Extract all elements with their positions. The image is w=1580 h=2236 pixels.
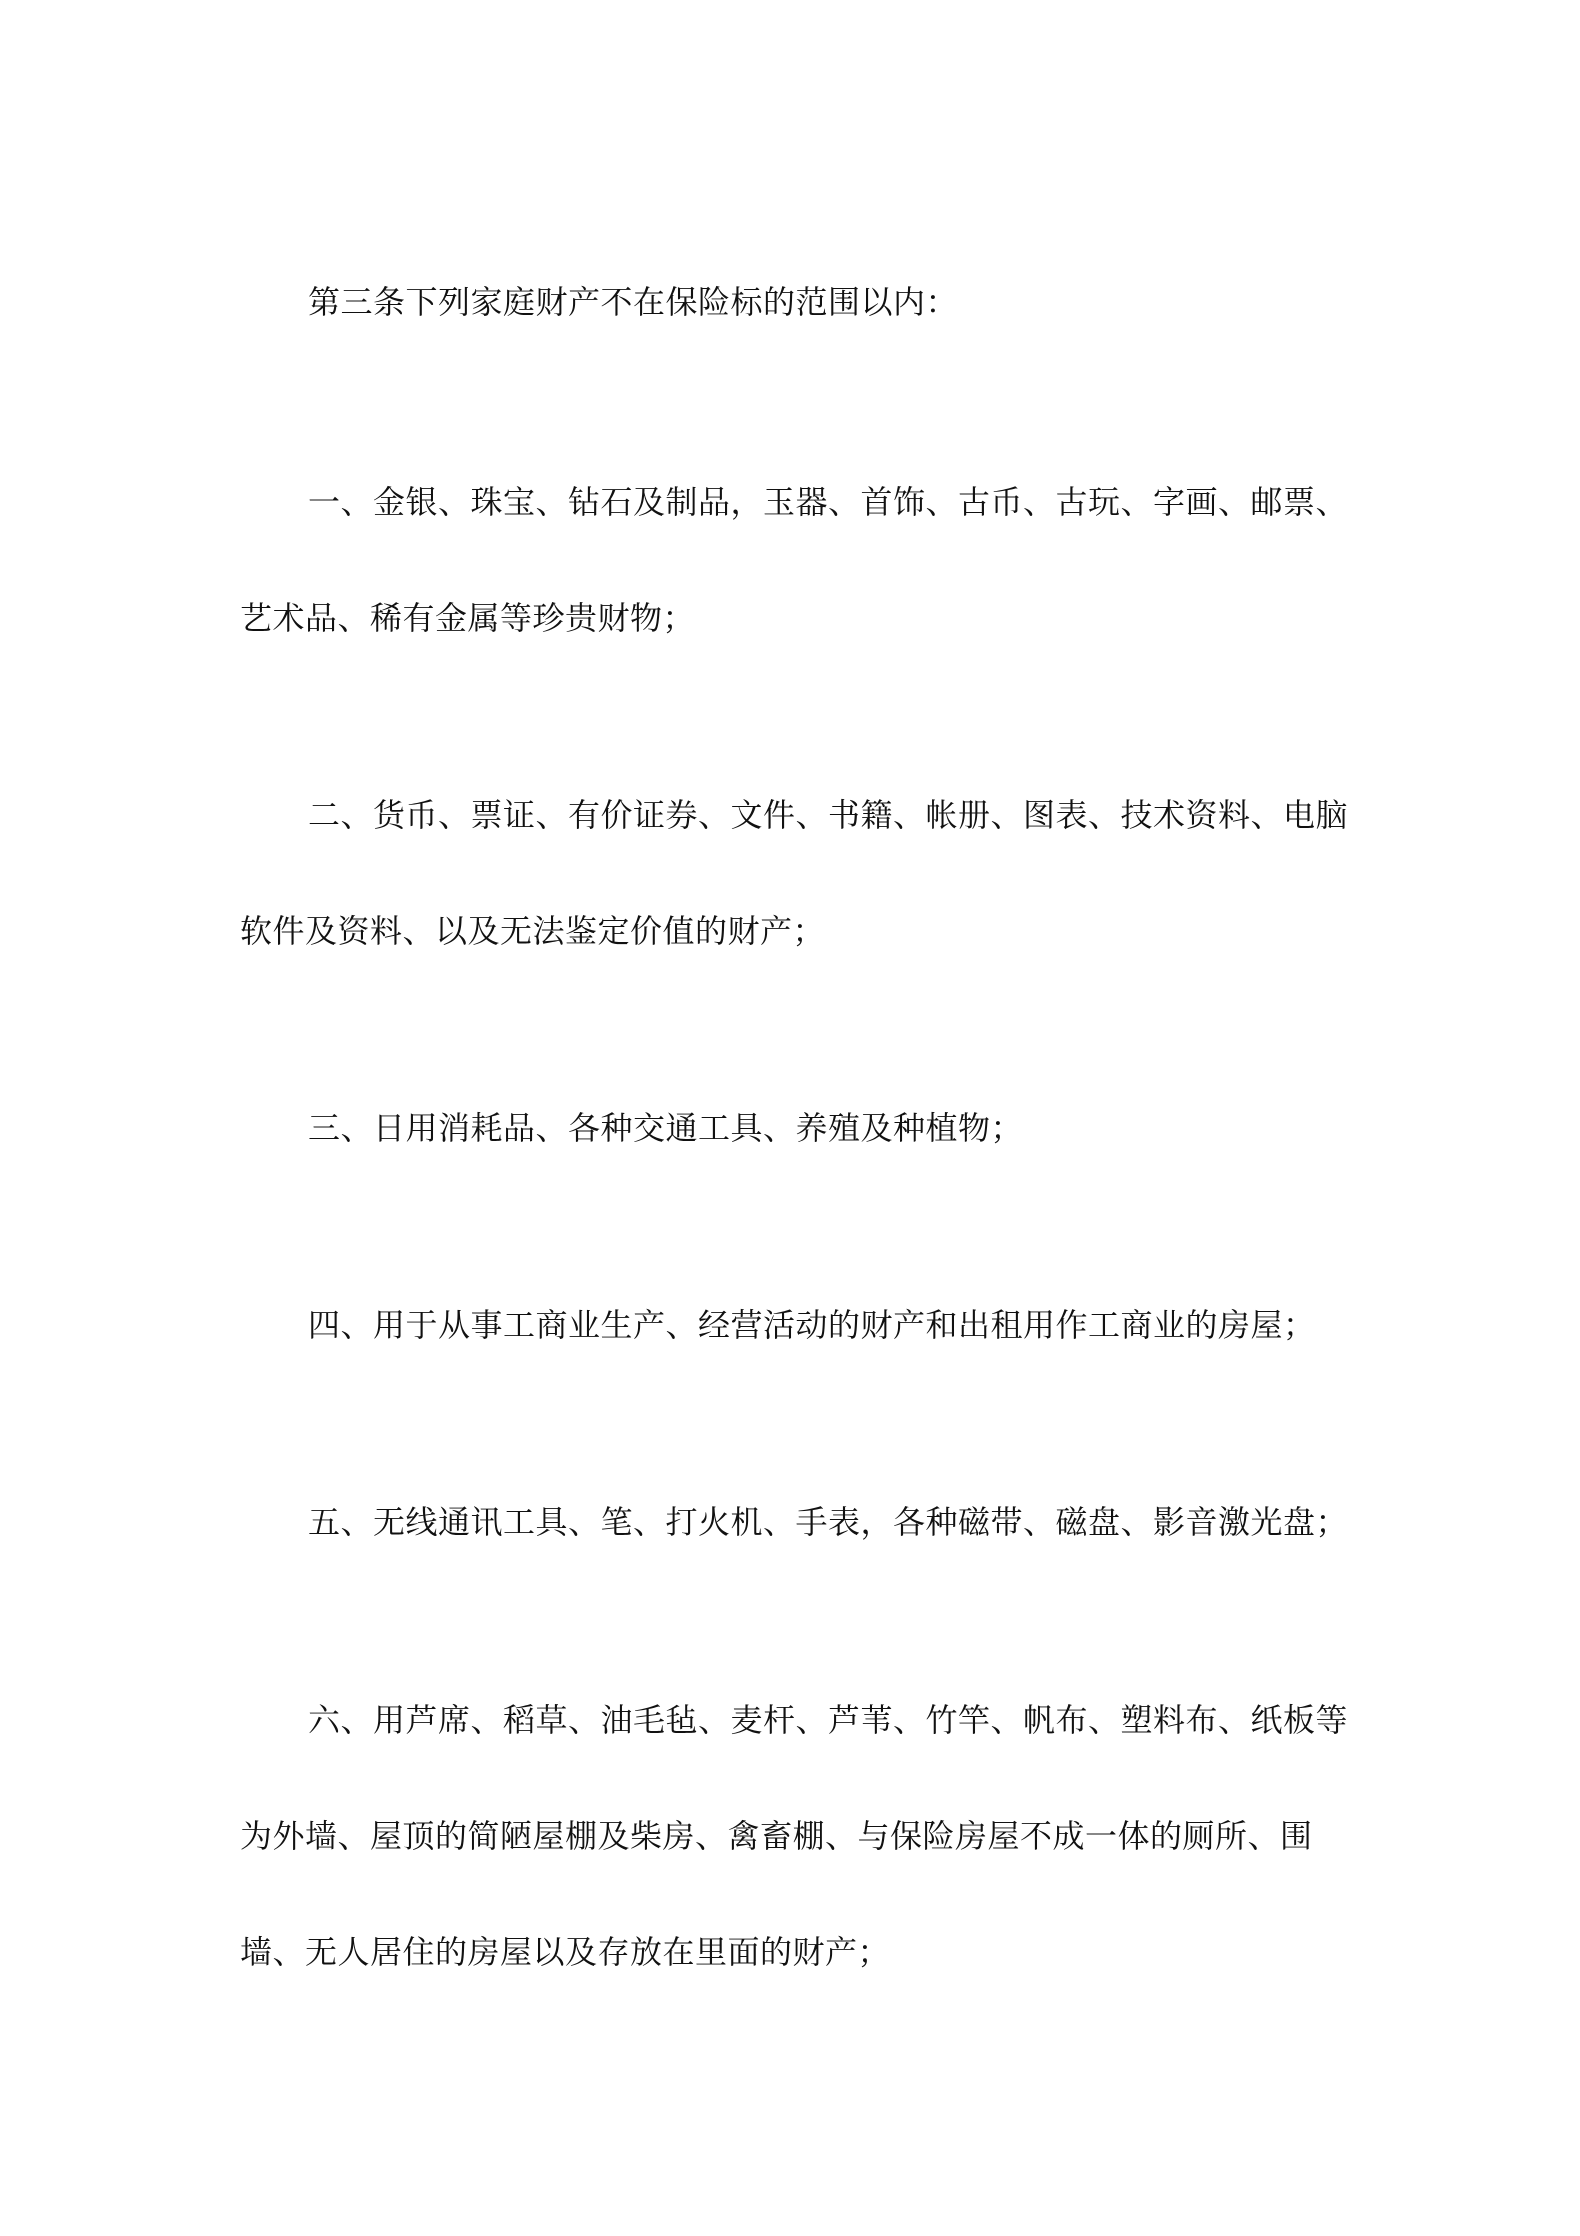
clause-line: 二、货币、票证、有价证券、文件、书籍、帐册、图表、技术资料、电脑 [308, 796, 1349, 834]
article-heading [240, 244, 1350, 360]
clause-line: 六、用芦席、稻草、油毛毡、麦杆、芦苇、竹竿、帆布、塑料布、纸板等 [308, 1701, 1349, 1739]
clause-item-3 [240, 1070, 1350, 1186]
clause-line: 三、日用消耗品、各种交通工具、养殖及种植物； [308, 1109, 1024, 1147]
clause-item-2 [240, 757, 1350, 989]
clause-item-1 [240, 444, 1350, 676]
clause-line: 为外墙、屋顶的简陋屋棚及柴房、禽畜棚、与保险房屋不成一体的厕所、围 [240, 1817, 1313, 1855]
clause-line: 四、用于从事工商业生产、经营活动的财产和出租用作工商业的房屋； [308, 1306, 1316, 1344]
clause-line: 软件及资料、以及无法鉴定价值的财产； [240, 912, 826, 950]
clause-line: 墙、无人居住的房屋以及存放在里面的财产； [240, 1933, 891, 1971]
clause-item-4 [240, 1267, 1350, 1383]
article-heading-text: 第三条下列家庭财产不在保险标的范围以内： [308, 283, 959, 321]
clause-line: 一、金银、珠宝、钻石及制品，玉器、首饰、古币、古玩、字画、邮票、 [308, 483, 1349, 521]
clause-line: 五、无线通讯工具、笔、打火机、手表，各种磁带、磁盘、影音激光盘； [308, 1503, 1349, 1541]
clause-item-6 [240, 1662, 1350, 2010]
clause-line: 艺术品、稀有金属等珍贵财物； [240, 599, 696, 637]
clause-item-5 [240, 1464, 1350, 1580]
